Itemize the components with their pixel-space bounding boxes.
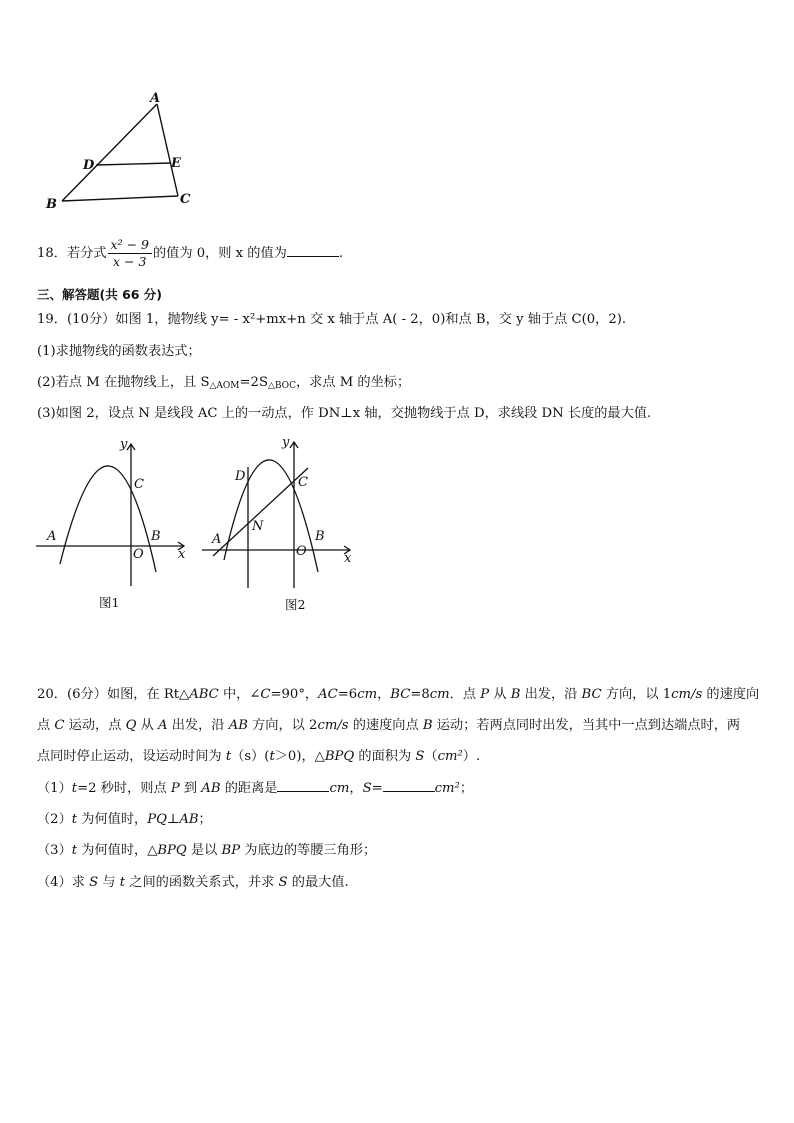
text-run: 的面积为 (354, 749, 416, 764)
label-x: x (178, 547, 186, 562)
q20-part4 (37, 874, 349, 892)
label-c: C (180, 192, 191, 207)
label-c: C (134, 477, 144, 492)
text-run: ＞0)，△ (274, 749, 325, 764)
var-bc: BC (390, 687, 411, 702)
side-ab (62, 104, 157, 201)
q20-line1 (37, 686, 759, 704)
question-18 (37, 237, 343, 270)
var-b: B (510, 687, 521, 702)
var-t: t (269, 749, 275, 764)
figure-2 (198, 432, 358, 614)
text-run: ； (459, 781, 474, 796)
q20-part1 (37, 779, 473, 798)
text-run: 方向，以 1 (601, 687, 672, 702)
var-p: P (170, 781, 180, 796)
section-title: 三、解答题(共 66 分) (37, 287, 163, 302)
var-ab: AB (179, 812, 199, 827)
text-run: 的速度向 (702, 687, 760, 702)
answer-blank (287, 244, 339, 257)
label-b: B (315, 529, 325, 544)
figure-1 (34, 434, 194, 614)
q20-part2 (37, 811, 212, 829)
q19-part1: (1)求抛物线的函数表达式； (37, 344, 201, 359)
figure-2-caption: 图2 (285, 597, 306, 612)
label-o: O (296, 544, 307, 559)
q18-suffix: 的值为 0，则 x 的值为 (152, 246, 287, 261)
side-bc (62, 196, 178, 201)
var-t: t (71, 843, 78, 858)
var-t: t (225, 749, 232, 764)
var-bpq: BPQ (324, 749, 355, 764)
var-bpq: BPQ (157, 843, 187, 858)
var-bc: BC (581, 687, 602, 702)
var-p: P (480, 687, 490, 702)
text-run: ， (377, 687, 391, 702)
text-run: 之间的函数关系式，并求 (125, 875, 279, 890)
text-run: 的距离是 (220, 781, 278, 796)
text-run: 的速度向点 (348, 718, 423, 733)
text-run: 点 (37, 718, 55, 733)
label-b: B (151, 529, 161, 544)
var-t: t (119, 875, 126, 890)
text-run: 为何值时， (77, 812, 148, 827)
var-s: S (362, 781, 372, 796)
segment-de (96, 163, 171, 165)
label-d: D (83, 158, 95, 173)
text-run: ⊥ (166, 812, 180, 827)
text-run: = (371, 781, 383, 796)
label-y: y (120, 437, 128, 452)
var-s: S (415, 749, 425, 764)
text-run: =2 秒时，则点 (77, 781, 171, 796)
text-run: 20．(6分）如图，在 Rt△ (37, 687, 190, 702)
text-run: 出发，沿 (520, 687, 582, 702)
var-q: Q (125, 718, 137, 733)
label-a: A (150, 91, 161, 106)
unit-cm: cm (329, 781, 350, 796)
text-run: =90°， (270, 687, 319, 702)
q19-part2-b: =2S (239, 375, 268, 390)
q20-part3 (37, 842, 376, 860)
text-run: ； (198, 812, 212, 827)
text-run: 的最大值. (287, 875, 349, 890)
unit-cm-s: cm/s (317, 718, 349, 733)
var-c: C (260, 687, 271, 702)
var-s: S (89, 875, 99, 890)
var-ab: AB (201, 781, 221, 796)
unit-cm: cm (357, 687, 378, 702)
text-run: 与 (98, 875, 120, 890)
text-run: （2） (37, 812, 72, 827)
unit-cm: cm (429, 687, 450, 702)
subscript-boc: △BOC (267, 381, 296, 391)
unit-cm2: cm² (437, 749, 463, 764)
text-run: =6 (337, 687, 358, 702)
text-run: （s）( (231, 749, 270, 764)
unit-cm-s: cm/s (671, 687, 703, 702)
text-run: 出发，沿 (167, 718, 229, 733)
text-run: ）. (462, 749, 481, 764)
q20-line3 (37, 748, 480, 766)
fraction-numerator: x² − 9 (108, 237, 152, 254)
text-run: 是以 (186, 843, 222, 858)
text-run: （4）求 (37, 875, 90, 890)
label-b: B (46, 197, 57, 212)
side-ac (157, 104, 178, 196)
text-run: ， (349, 781, 363, 796)
q18-prefix: 18．若分式 (37, 246, 107, 261)
q19-part3: (3)如图 2，设点 N 是线段 AC 上的一动点，作 DN⊥x 轴，交抛物线于点 D，求线段 DN 长度的最大值. (37, 406, 652, 421)
var-ac: AC (318, 687, 338, 702)
q18-period: . (338, 246, 344, 261)
text-run: 到 (179, 781, 202, 796)
var-a: A (158, 718, 168, 733)
var-bp: BP (221, 843, 241, 858)
label-e: E (171, 156, 181, 171)
subscript-aom: △AOM (209, 381, 240, 391)
label-d: D (235, 469, 246, 484)
var-s: S (278, 875, 288, 890)
text-run: 运动，点 (64, 718, 126, 733)
var-pq: PQ (147, 812, 167, 827)
unit-cm2: cm² (434, 781, 460, 796)
text-run: 从 (136, 718, 159, 733)
text-run: （3） (37, 843, 72, 858)
q19-stem: 19．(10分）如图 1，抛物线 y= - x²+mx+n 交 x 轴于点 A( - 2，0)和点 B，交 y 轴于点 C(0，2). (37, 312, 627, 327)
figure-1-caption: 图1 (99, 595, 120, 610)
var-t: t (71, 812, 78, 827)
label-c: C (298, 475, 308, 490)
label-n: N (252, 519, 264, 534)
answer-blank-area (383, 779, 435, 792)
label-a: A (47, 529, 57, 544)
text-run: 为何值时，△ (77, 843, 158, 858)
label-x: x (344, 551, 352, 566)
q19-part2 (37, 374, 410, 395)
var-b: B (422, 718, 433, 733)
text-run: 为底边的等腰三角形； (240, 843, 377, 858)
var-abc: ABC (189, 687, 219, 702)
label-y: y (282, 435, 290, 450)
q19-part2-a: (2)若点 M 在抛物线上，且 S (37, 375, 210, 390)
text-run: （ (424, 749, 438, 764)
text-run: 方向，以 2 (247, 718, 318, 733)
answer-blank-distance (277, 779, 329, 792)
fraction-denominator: x − 3 (113, 254, 147, 269)
text-run: 点同时停止运动，设运动时间为 (37, 749, 226, 764)
text-run: =8 (410, 687, 430, 702)
text-run: 从 (489, 687, 511, 702)
triangle-figure (40, 88, 200, 213)
label-o: O (133, 547, 144, 562)
text-run: （1） (37, 781, 72, 796)
q20-line2 (37, 717, 740, 735)
fraction (108, 237, 152, 270)
var-c: C (54, 718, 65, 733)
text-run: ．点 (449, 687, 481, 702)
q19-part2-c: ，求点 M 的坐标； (295, 375, 411, 390)
label-a: A (212, 532, 222, 547)
var-ab: AB (228, 718, 248, 733)
text-run: 运动；若两点同时出发，当其中一点到达端点时，两 (432, 718, 741, 733)
var-t: t (71, 781, 78, 796)
text-run: 中，∠ (218, 687, 261, 702)
